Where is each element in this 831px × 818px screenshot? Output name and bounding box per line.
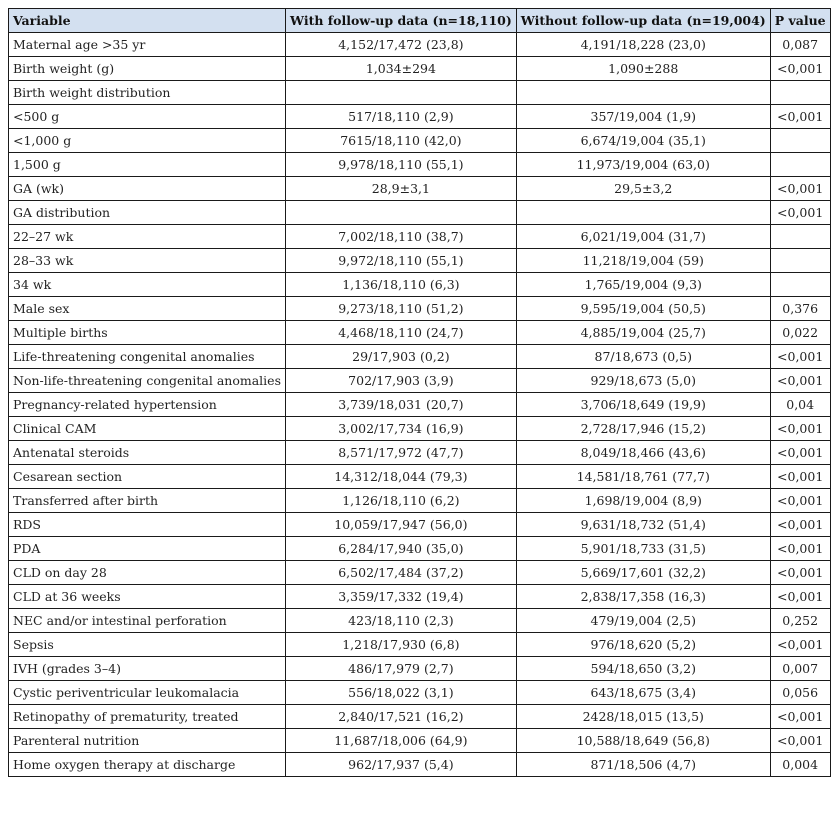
cell-without-follow-up: 871/18,506 (4,7) [516, 753, 770, 777]
cell-variable: Life-threatening congenital anomalies [9, 345, 286, 369]
cell-without-follow-up: 2,838/17,358 (16,3) [516, 585, 770, 609]
table-row [9, 681, 831, 705]
cell-p-value: 0,252 [770, 609, 830, 633]
cell-with-follow-up: 1,126/18,110 (6,2) [286, 489, 517, 513]
table-row [9, 609, 831, 633]
cell-without-follow-up: 6,021/19,004 (31,7) [516, 225, 770, 249]
table-row [9, 249, 831, 273]
cell-variable: Sepsis [9, 633, 286, 657]
cell-variable: Parenteral nutrition [9, 729, 286, 753]
table-row [9, 321, 831, 345]
cell-variable: Home oxygen therapy at discharge [9, 753, 286, 777]
cell-with-follow-up: 2,840/17,521 (16,2) [286, 705, 517, 729]
cell-variable: 22–27 wk [9, 225, 286, 249]
cell-without-follow-up: 5,669/17,601 (32,2) [516, 561, 770, 585]
table-row [9, 441, 831, 465]
header-variable: Variable [9, 9, 286, 33]
table-row [9, 561, 831, 585]
table-row [9, 153, 831, 177]
cell-with-follow-up: 1,136/18,110 (6,3) [286, 273, 517, 297]
table-row [9, 753, 831, 777]
cell-variable: Pregnancy-related hypertension [9, 393, 286, 417]
cell-with-follow-up [286, 201, 517, 225]
cell-without-follow-up: 2428/18,015 (13,5) [516, 705, 770, 729]
table-row [9, 177, 831, 201]
cell-with-follow-up: 3,359/17,332 (19,4) [286, 585, 517, 609]
cell-without-follow-up: 643/18,675 (3,4) [516, 681, 770, 705]
table-row [9, 345, 831, 369]
table-row [9, 393, 831, 417]
cell-p-value [770, 81, 830, 105]
table-header [9, 9, 831, 33]
cell-with-follow-up: 517/18,110 (2,9) [286, 105, 517, 129]
header-without-follow-up: Without follow-up data (n=19,004) [516, 9, 770, 33]
cell-without-follow-up: 1,698/19,004 (8,9) [516, 489, 770, 513]
cell-p-value: <0,001 [770, 417, 830, 441]
cell-p-value: <0,001 [770, 561, 830, 585]
cell-variable: PDA [9, 537, 286, 561]
cell-variable: <1,000 g [9, 129, 286, 153]
cell-variable: CLD at 36 weeks [9, 585, 286, 609]
table-row [9, 129, 831, 153]
cell-variable: Transferred after birth [9, 489, 286, 513]
cell-p-value: <0,001 [770, 201, 830, 225]
cell-with-follow-up: 9,273/18,110 (51,2) [286, 297, 517, 321]
cell-without-follow-up: 357/19,004 (1,9) [516, 105, 770, 129]
cell-with-follow-up: 423/18,110 (2,3) [286, 609, 517, 633]
cell-p-value: <0,001 [770, 513, 830, 537]
table-body [9, 33, 831, 777]
cell-with-follow-up: 4,152/17,472 (23,8) [286, 33, 517, 57]
cell-p-value: <0,001 [770, 345, 830, 369]
cell-with-follow-up: 8,571/17,972 (47,7) [286, 441, 517, 465]
cell-with-follow-up: 486/17,979 (2,7) [286, 657, 517, 681]
table-row [9, 201, 831, 225]
cell-without-follow-up: 14,581/18,761 (77,7) [516, 465, 770, 489]
cell-with-follow-up: 6,502/17,484 (37,2) [286, 561, 517, 585]
cell-with-follow-up: 702/17,903 (3,9) [286, 369, 517, 393]
table-row [9, 657, 831, 681]
cell-without-follow-up: 11,218/19,004 (59) [516, 249, 770, 273]
cell-without-follow-up: 1,090±288 [516, 57, 770, 81]
cell-p-value: <0,001 [770, 705, 830, 729]
cell-variable: Non-life-threatening congenital anomalies [9, 369, 286, 393]
cell-without-follow-up: 4,191/18,228 (23,0) [516, 33, 770, 57]
cell-without-follow-up: 87/18,673 (0,5) [516, 345, 770, 369]
cell-without-follow-up: 479/19,004 (2,5) [516, 609, 770, 633]
cell-with-follow-up: 29/17,903 (0,2) [286, 345, 517, 369]
cell-variable: Retinopathy of prematurity, treated [9, 705, 286, 729]
cell-p-value: <0,001 [770, 177, 830, 201]
cell-variable: CLD on day 28 [9, 561, 286, 585]
cell-with-follow-up: 556/18,022 (3,1) [286, 681, 517, 705]
cell-variable: Clinical CAM [9, 417, 286, 441]
cell-p-value: <0,001 [770, 537, 830, 561]
cell-p-value: <0,001 [770, 585, 830, 609]
cell-without-follow-up: 976/18,620 (5,2) [516, 633, 770, 657]
cell-without-follow-up: 1,765/19,004 (9,3) [516, 273, 770, 297]
cell-without-follow-up: 4,885/19,004 (25,7) [516, 321, 770, 345]
cell-variable: Multiple births [9, 321, 286, 345]
table-row [9, 489, 831, 513]
cell-without-follow-up: 6,674/19,004 (35,1) [516, 129, 770, 153]
cell-p-value: 0,007 [770, 657, 830, 681]
cell-p-value: 0,056 [770, 681, 830, 705]
cell-variable: NEC and/or intestinal perforation [9, 609, 286, 633]
cell-variable: Antenatal steroids [9, 441, 286, 465]
cell-with-follow-up: 9,978/18,110 (55,1) [286, 153, 517, 177]
table-row [9, 33, 831, 57]
cell-variable: Cesarean section [9, 465, 286, 489]
cell-p-value [770, 225, 830, 249]
cell-variable: Male sex [9, 297, 286, 321]
cell-p-value: <0,001 [770, 105, 830, 129]
table-row [9, 465, 831, 489]
cell-with-follow-up: 3,739/18,031 (20,7) [286, 393, 517, 417]
header-p-value: P value [770, 9, 830, 33]
cell-without-follow-up [516, 201, 770, 225]
table-row [9, 633, 831, 657]
table-row [9, 81, 831, 105]
cell-with-follow-up: 4,468/18,110 (24,7) [286, 321, 517, 345]
cell-with-follow-up [286, 81, 517, 105]
header-row [9, 9, 831, 33]
cell-without-follow-up: 5,901/18,733 (31,5) [516, 537, 770, 561]
cell-with-follow-up: 6,284/17,940 (35,0) [286, 537, 517, 561]
cell-p-value [770, 249, 830, 273]
cell-p-value: <0,001 [770, 57, 830, 81]
cell-without-follow-up: 29,5±3,2 [516, 177, 770, 201]
cell-variable: IVH (grades 3–4) [9, 657, 286, 681]
cell-p-value: <0,001 [770, 489, 830, 513]
cell-without-follow-up: 929/18,673 (5,0) [516, 369, 770, 393]
cell-variable: 1,500 g [9, 153, 286, 177]
cell-without-follow-up: 2,728/17,946 (15,2) [516, 417, 770, 441]
cell-without-follow-up: 11,973/19,004 (63,0) [516, 153, 770, 177]
table-row [9, 705, 831, 729]
cell-with-follow-up: 28,9±3,1 [286, 177, 517, 201]
cell-p-value: <0,001 [770, 465, 830, 489]
table-row [9, 537, 831, 561]
cell-p-value [770, 273, 830, 297]
cell-p-value: <0,001 [770, 729, 830, 753]
cell-p-value: 0,022 [770, 321, 830, 345]
cell-with-follow-up: 11,687/18,006 (64,9) [286, 729, 517, 753]
cell-variable: GA distribution [9, 201, 286, 225]
table-row [9, 513, 831, 537]
table-row [9, 225, 831, 249]
cell-variable: Cystic periventricular leukomalacia [9, 681, 286, 705]
table-row [9, 729, 831, 753]
cell-with-follow-up: 1,218/17,930 (6,8) [286, 633, 517, 657]
cell-p-value: 0,376 [770, 297, 830, 321]
cell-p-value [770, 153, 830, 177]
cell-with-follow-up: 10,059/17,947 (56,0) [286, 513, 517, 537]
table-row [9, 297, 831, 321]
cell-p-value: <0,001 [770, 633, 830, 657]
cell-without-follow-up: 594/18,650 (3,2) [516, 657, 770, 681]
cell-variable: Maternal age >35 yr [9, 33, 286, 57]
cell-p-value: 0,04 [770, 393, 830, 417]
header-with-follow-up: With follow-up data (n=18,110) [286, 9, 517, 33]
cell-p-value: <0,001 [770, 369, 830, 393]
cell-with-follow-up: 7,002/18,110 (38,7) [286, 225, 517, 249]
cell-p-value: 0,004 [770, 753, 830, 777]
cell-without-follow-up: 3,706/18,649 (19,9) [516, 393, 770, 417]
cell-without-follow-up [516, 81, 770, 105]
cell-variable: RDS [9, 513, 286, 537]
cell-p-value [770, 129, 830, 153]
table-row [9, 417, 831, 441]
cell-with-follow-up: 7615/18,110 (42,0) [286, 129, 517, 153]
cell-with-follow-up: 962/17,937 (5,4) [286, 753, 517, 777]
table-row [9, 105, 831, 129]
cell-with-follow-up: 3,002/17,734 (16,9) [286, 417, 517, 441]
cell-variable: 28–33 wk [9, 249, 286, 273]
cell-without-follow-up: 10,588/18,649 (56,8) [516, 729, 770, 753]
cell-without-follow-up: 8,049/18,466 (43,6) [516, 441, 770, 465]
cell-without-follow-up: 9,595/19,004 (50,5) [516, 297, 770, 321]
cell-p-value: <0,001 [770, 441, 830, 465]
cell-variable: 34 wk [9, 273, 286, 297]
cell-variable: Birth weight distribution [9, 81, 286, 105]
cell-without-follow-up: 9,631/18,732 (51,4) [516, 513, 770, 537]
cell-with-follow-up: 1,034±294 [286, 57, 517, 81]
table-row [9, 369, 831, 393]
cell-p-value: 0,087 [770, 33, 830, 57]
table-row [9, 57, 831, 81]
cell-with-follow-up: 9,972/18,110 (55,1) [286, 249, 517, 273]
table-row [9, 585, 831, 609]
cell-variable: Birth weight (g) [9, 57, 286, 81]
cell-variable: GA (wk) [9, 177, 286, 201]
table-row [9, 273, 831, 297]
data-table [8, 8, 831, 777]
cell-with-follow-up: 14,312/18,044 (79,3) [286, 465, 517, 489]
cell-variable: <500 g [9, 105, 286, 129]
